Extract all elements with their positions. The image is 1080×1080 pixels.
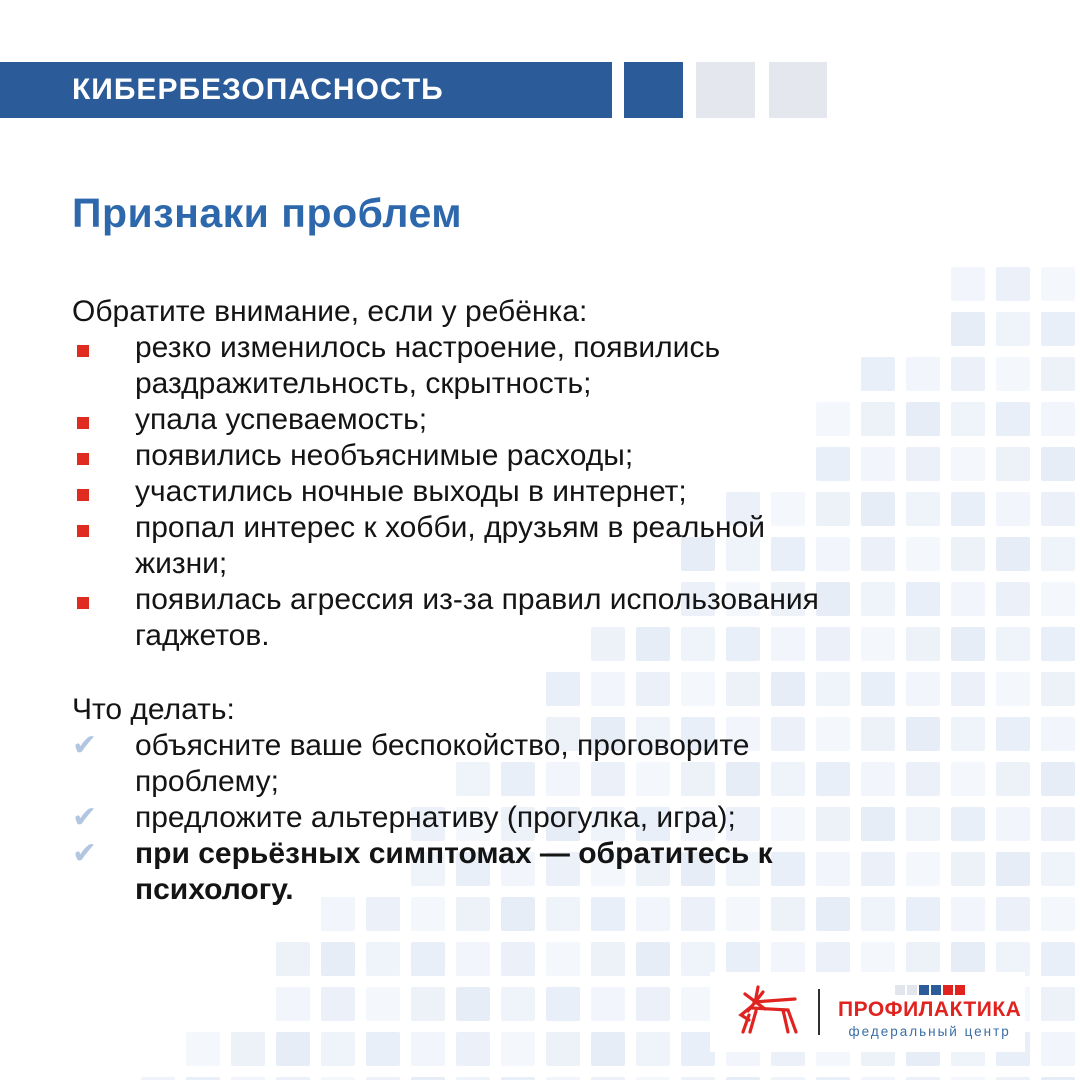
- background-square: [816, 942, 850, 976]
- background-square: [321, 942, 355, 976]
- sign-item-text: упала успеваемость;: [135, 403, 428, 436]
- action-item-text: предложите альтернативу (прогулка, игра);: [135, 801, 736, 834]
- background-square: [411, 942, 445, 976]
- background-square: [996, 762, 1030, 796]
- background-square: [996, 402, 1030, 436]
- background-square: [951, 402, 985, 436]
- background-square: [951, 582, 985, 616]
- sign-list-item: [72, 582, 908, 654]
- background-square: [996, 897, 1030, 931]
- background-square: [951, 627, 985, 661]
- background-square: [996, 807, 1030, 841]
- background-square: [411, 987, 445, 1021]
- check-icon: ✔: [72, 837, 98, 870]
- action-list-item: [72, 728, 908, 800]
- background-square: [321, 1032, 355, 1066]
- action-item-text: объясните ваше беспокойство, проговорите проблему;: [135, 729, 750, 798]
- background-square: [1041, 852, 1075, 886]
- sign-list-item: [72, 510, 908, 582]
- logo-name: ПРОФИЛАКТИКА: [838, 998, 1022, 1021]
- page-title: Признаки проблем: [72, 190, 463, 236]
- background-square: [951, 447, 985, 481]
- background-square: [1041, 942, 1075, 976]
- background-square: [1041, 312, 1075, 346]
- logo-divider: [818, 989, 820, 1035]
- profilaktika-logo: [738, 984, 1021, 1040]
- background-square: [996, 627, 1030, 661]
- background-square: [1041, 357, 1075, 391]
- logo-text-block: [838, 985, 1021, 1039]
- background-square: [996, 357, 1030, 391]
- background-square: [1041, 987, 1075, 1021]
- red-square-bullet-icon: [77, 453, 89, 465]
- background-square: [276, 1032, 310, 1066]
- background-square: [321, 987, 355, 1021]
- background-square: [636, 987, 670, 1021]
- background-square: [591, 987, 625, 1021]
- background-square: [591, 1032, 625, 1066]
- sign-list-item: [72, 402, 908, 438]
- background-square: [951, 762, 985, 796]
- background-square: [1041, 492, 1075, 526]
- background-square: [996, 717, 1030, 751]
- actions-list: [72, 728, 922, 908]
- background-square: [546, 942, 580, 976]
- background-square: [951, 267, 985, 301]
- actions-intro: Что делать:: [72, 693, 235, 726]
- background-square: [996, 942, 1030, 976]
- red-square-bullet-icon: [77, 489, 89, 501]
- background-square: [951, 312, 985, 346]
- sign-list-item: [72, 474, 908, 510]
- background-square: [366, 1032, 400, 1066]
- background-square: [1041, 897, 1075, 931]
- logo-subtitle: федеральный центр: [848, 1024, 1011, 1039]
- background-square: [1041, 447, 1075, 481]
- red-square-bullet-icon: [77, 525, 89, 537]
- background-square: [501, 987, 535, 1021]
- background-square: [546, 1032, 580, 1066]
- background-square: [1041, 627, 1075, 661]
- background-square: [186, 1032, 220, 1066]
- background-square: [546, 987, 580, 1021]
- background-square: [906, 942, 940, 976]
- logo-color-square: [931, 985, 941, 995]
- header-deco-square: [624, 62, 683, 118]
- background-square: [1041, 672, 1075, 706]
- background-square: [951, 942, 985, 976]
- sign-item-text: появились необъяснимые расходы;: [135, 439, 634, 472]
- background-square: [996, 447, 1030, 481]
- background-square: [366, 942, 400, 976]
- background-square: [951, 492, 985, 526]
- background-square: [951, 357, 985, 391]
- logo-color-square: [895, 985, 905, 995]
- header-deco-square: [696, 62, 755, 118]
- red-square-bullet-icon: [77, 345, 89, 357]
- red-square-bullet-icon: [77, 417, 89, 429]
- logo-color-square: [943, 985, 953, 995]
- signs-list: [72, 330, 922, 654]
- profilaktika-horse-icon: [738, 984, 802, 1040]
- content-block: [72, 294, 922, 908]
- logo-color-square: [919, 985, 929, 995]
- action-list-item: [72, 836, 908, 908]
- background-square: [1041, 717, 1075, 751]
- red-square-bullet-icon: [77, 597, 89, 609]
- background-square: [951, 537, 985, 571]
- sign-item-text: участились ночные выходы в интернет;: [135, 475, 687, 508]
- background-square: [996, 312, 1030, 346]
- sign-list-item: [72, 330, 908, 402]
- background-square: [456, 987, 490, 1021]
- background-square: [456, 1032, 490, 1066]
- background-square: [681, 942, 715, 976]
- background-square: [366, 987, 400, 1021]
- background-square: [996, 267, 1030, 301]
- sign-item-text: резко изменилось настроение, появились раздражительность, скрытность;: [135, 331, 721, 400]
- background-square: [636, 1032, 670, 1066]
- background-square: [501, 942, 535, 976]
- background-square: [456, 942, 490, 976]
- background-square: [771, 942, 805, 976]
- background-square: [726, 942, 760, 976]
- sign-item-text: появилась агрессия из-за правил использования гаджетов.: [135, 583, 819, 652]
- logo-color-square: [955, 985, 965, 995]
- background-square: [1041, 1032, 1075, 1066]
- background-square: [1041, 267, 1075, 301]
- background-square: [501, 1032, 535, 1066]
- background-square: [861, 942, 895, 976]
- background-square: [951, 717, 985, 751]
- check-icon: ✔: [72, 801, 98, 834]
- background-square: [951, 672, 985, 706]
- background-square: [1041, 537, 1075, 571]
- action-item-text: при серьёзных симптомах — обратитесь к психологу.: [135, 837, 773, 906]
- background-square: [276, 942, 310, 976]
- check-icon: ✔: [72, 729, 98, 762]
- background-square: [951, 852, 985, 886]
- header-deco-square: [769, 62, 827, 118]
- signs-intro: Обратите внимание, если у ребёнка:: [72, 295, 588, 328]
- background-square: [996, 537, 1030, 571]
- header-label: КИБЕРБЕЗОПАСНОСТЬ: [72, 73, 444, 106]
- background-square: [996, 582, 1030, 616]
- background-square: [1041, 582, 1075, 616]
- background-square: [636, 942, 670, 976]
- header-band: [0, 62, 612, 118]
- background-square: [411, 1032, 445, 1066]
- logo-color-square: [907, 985, 917, 995]
- sign-list-item: [72, 438, 908, 474]
- background-square: [1041, 402, 1075, 436]
- action-list-item: [72, 800, 908, 836]
- background-square: [1041, 762, 1075, 796]
- background-square: [996, 852, 1030, 886]
- background-square: [996, 492, 1030, 526]
- background-square: [276, 987, 310, 1021]
- background-square: [951, 897, 985, 931]
- sign-item-text: пропал интерес к хобби, друзьям в реальной жизни;: [135, 511, 766, 580]
- background-square: [996, 672, 1030, 706]
- logo-squares-row: [895, 985, 965, 995]
- background-square: [951, 807, 985, 841]
- background-square: [1041, 807, 1075, 841]
- background-square: [591, 942, 625, 976]
- background-square: [231, 1032, 265, 1066]
